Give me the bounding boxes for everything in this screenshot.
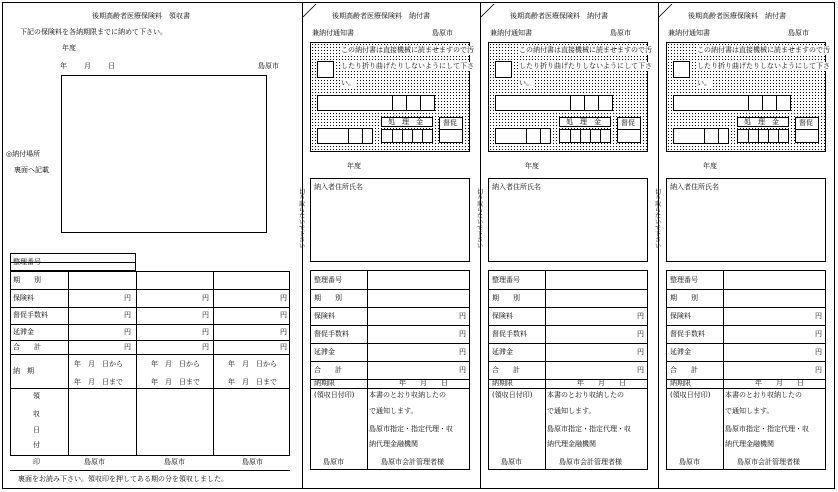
- receipt-address-box: [61, 75, 267, 233]
- notice-text-3: 島原市指定・指定代理・収: [547, 425, 631, 433]
- checkbox-square: [317, 61, 334, 78]
- receipt-row-id: 整理番号: [13, 258, 41, 266]
- payer-label: 納入者住所氏名: [492, 183, 541, 191]
- notice-row-premium: 保険料: [492, 312, 513, 320]
- ocr-area: [488, 42, 652, 152]
- notice-text-1: 本書のとおり収納したの: [369, 391, 446, 399]
- supervision-label: 督促: [621, 119, 635, 127]
- yen-mark: 円: [815, 312, 822, 320]
- notice-accountant: 島原市会計管理者様: [559, 458, 622, 466]
- payment-place-label: ◎納付場所: [6, 150, 41, 158]
- notice-accountant: 島原市会計管理者様: [737, 458, 800, 466]
- notice-row-total: 合 計: [314, 366, 342, 374]
- yen-mark: 円: [124, 311, 131, 319]
- notice-text-4: 納代理金融機関: [369, 440, 418, 448]
- yen-mark: 円: [280, 328, 287, 336]
- receipt-date-year: 年: [60, 62, 67, 70]
- yen-mark: 円: [202, 294, 209, 302]
- notice-city: 島原市: [610, 29, 631, 37]
- yen-mark: 円: [459, 348, 466, 356]
- notice-row-period: 期 別: [670, 294, 698, 302]
- processing-label: 処 理 金: [744, 118, 779, 126]
- notice-row-period: 期 別: [314, 294, 342, 302]
- processing-label: 処 理 金: [388, 118, 423, 126]
- notice-row-delay: 延滞金: [670, 348, 691, 356]
- notice-row-delay: 延滞金: [314, 348, 335, 356]
- receipt-row-total: 合 計: [13, 343, 41, 351]
- receipt-date-month: 月: [84, 62, 91, 70]
- yen-mark: 円: [124, 294, 131, 302]
- receipt-row-due: 納 期: [13, 367, 34, 375]
- yen-mark: 円: [637, 330, 644, 338]
- notice-text-2: で通知します。: [725, 407, 774, 415]
- processing-label-box: [381, 117, 433, 127]
- notice-due-date: 年 月 日: [399, 379, 448, 387]
- notice-accountant: 島原市会計管理者様: [381, 458, 444, 466]
- processing-label-box: [737, 117, 789, 127]
- supervision-label: 督促: [443, 119, 457, 127]
- ocr-text-1: この納付書は直接機械に読ませますので汚: [697, 46, 830, 54]
- payment-place-note: 裏面へ記載: [14, 166, 49, 174]
- corner-mark: [481, 4, 495, 18]
- notice-text-1: 本書のとおり収納したの: [725, 391, 802, 399]
- receipt-city: 島原市: [258, 62, 279, 70]
- supervision-box: [617, 117, 641, 143]
- yen-mark: 円: [815, 366, 822, 374]
- ocr-text-1: この納付書は直接機械に読ませますので汚: [341, 46, 474, 54]
- notice-row-period: 期 別: [492, 294, 520, 302]
- ocr-text-3: い。: [519, 79, 533, 87]
- notice-text-3: 島原市指定・指定代理・収: [369, 425, 453, 433]
- ocr-text-2: したり折り曲げたりしないようにして下さ: [519, 62, 652, 70]
- notice-subtitle: 兼納付通知書: [490, 29, 532, 37]
- checkbox-square: [495, 61, 512, 78]
- processing-label: 処 理 金: [566, 118, 601, 126]
- notice-row-fee: 督促手数料: [492, 330, 527, 338]
- notice-table: [666, 270, 826, 470]
- notice-row-due: 納期限: [314, 379, 335, 387]
- cut-line-text: 切り取らないで下さい: [476, 189, 483, 250]
- cut-line-text: 切り取らないで下さい: [654, 189, 661, 250]
- notice-title: 後期高齢者医療保険料 納付書: [688, 12, 786, 20]
- notice-row-total: 合 計: [492, 366, 520, 374]
- notice-subtitle: 兼納付通知書: [312, 29, 354, 37]
- notice-fiscal-year: 年度: [347, 162, 361, 170]
- due-from: 年 月 日から: [151, 360, 200, 368]
- corner-mark: [659, 4, 673, 18]
- stamp-char: 日: [33, 426, 40, 434]
- notice-due-date: 年 月 日: [755, 379, 804, 387]
- yen-mark: 円: [815, 330, 822, 338]
- notice-city: 島原市: [432, 29, 453, 37]
- processing-digits: [559, 129, 611, 143]
- cut-line-text: 切り取らないで下さい: [298, 189, 305, 250]
- notice-text-4: 納代理金融機関: [547, 440, 596, 448]
- yen-mark: 円: [202, 311, 209, 319]
- receipt-footer: 裏面をお読み下さい。領収印を押してある期の分を領収しました。: [18, 475, 228, 483]
- notice-subtitle: 兼納付通知書: [668, 29, 710, 37]
- payer-label: 納入者住所氏名: [670, 183, 719, 191]
- corner-mark: [303, 4, 317, 18]
- notice-fiscal-year: 年度: [703, 162, 717, 170]
- notice-row-id: 整理番号: [314, 276, 342, 284]
- notice-row-due: 納期限: [670, 379, 691, 387]
- stamp-char: 印: [33, 458, 40, 466]
- notice-row-premium: 保険料: [314, 312, 335, 320]
- supervision-box: [795, 117, 819, 143]
- yen-mark: 円: [459, 330, 466, 338]
- stamp-char: 領: [33, 392, 40, 400]
- notice-text-2: で通知します。: [547, 407, 596, 415]
- notice-row-fee: 督促手数料: [314, 330, 349, 338]
- processing-label-box: [559, 117, 611, 127]
- receipt-row-period: 期 別: [13, 276, 41, 284]
- payer-box: [488, 178, 648, 262]
- notice-row-id: 整理番号: [492, 276, 520, 284]
- yen-mark: 円: [124, 328, 131, 336]
- due-from: 年 月 日から: [74, 360, 123, 368]
- notice-row-fee: 督促手数料: [670, 330, 705, 338]
- payer-box: [666, 178, 826, 262]
- due-to: 年 月 日まで: [74, 378, 123, 386]
- due-from: 年 月 日から: [228, 360, 277, 368]
- ocr-number-box: [317, 95, 435, 111]
- notice-text-2: で通知します。: [369, 407, 418, 415]
- ocr-number-box: [673, 95, 791, 111]
- notice-city-bottom: 島原市: [679, 458, 700, 466]
- receipt-row-fee: 督促手数料: [13, 311, 48, 319]
- due-to: 年 月 日まで: [228, 378, 277, 386]
- ocr-amount-box: [317, 128, 373, 144]
- notice-row-premium: 保険料: [670, 312, 691, 320]
- notice-text-1: 本書のとおり収納したの: [547, 391, 624, 399]
- notice-city: 島原市: [788, 29, 809, 37]
- ocr-amount-box: [495, 128, 551, 144]
- supervision-label: 督促: [799, 119, 813, 127]
- stamp-label: (領収日付印): [314, 391, 355, 399]
- yen-mark: 円: [280, 311, 287, 319]
- ocr-text-3: い。: [697, 79, 711, 87]
- ocr-amount-box: [673, 128, 729, 144]
- notice-city-bottom: 島原市: [323, 458, 344, 466]
- yen-mark: 円: [637, 348, 644, 356]
- yen-mark: 円: [637, 312, 644, 320]
- stamp-char: 収: [33, 410, 40, 418]
- stamp-city: 島原市: [84, 458, 105, 466]
- stamp-label: (領収日付印): [670, 391, 711, 399]
- notice-table: [488, 270, 648, 470]
- yen-mark: 円: [459, 366, 466, 374]
- notice-fiscal-year: 年度: [525, 162, 539, 170]
- stamp-city: 島原市: [164, 458, 185, 466]
- checkbox-square: [673, 61, 690, 78]
- yen-mark: 円: [637, 366, 644, 374]
- payer-box: [310, 178, 470, 262]
- receipt-row-delay: 延滞金: [13, 328, 34, 336]
- yen-mark: 円: [280, 343, 287, 351]
- ocr-number-box: [495, 95, 613, 111]
- ocr-text-1: この納付書は直接機械に読ませますので汚: [519, 46, 652, 54]
- notice-panel: [476, 0, 658, 492]
- notice-title: 後期高齢者医療保険料 納付書: [332, 12, 430, 20]
- receipt-row-premium: 保険料: [13, 294, 34, 302]
- ocr-text-2: したり折り曲げたりしないようにして下さ: [697, 62, 830, 70]
- ocr-text-2: したり折り曲げたりしないようにして下さ: [341, 62, 474, 70]
- receipt-title: 後期高齢者医療保険料 領収書: [92, 12, 190, 20]
- yen-mark: 円: [202, 343, 209, 351]
- notice-city-bottom: 島原市: [501, 458, 522, 466]
- yen-mark: 円: [202, 328, 209, 336]
- stamp-char: 付: [33, 441, 40, 449]
- payer-label: 納入者住所氏名: [314, 183, 363, 191]
- notice-title: 後期高齢者医療保険料 納付書: [510, 12, 608, 20]
- notice-panel: [298, 0, 480, 492]
- yen-mark: 円: [459, 312, 466, 320]
- receipt-fiscal-year: 年度: [62, 44, 76, 52]
- notice-text-4: 納代理金融機関: [725, 440, 774, 448]
- yen-mark: 円: [815, 348, 822, 356]
- ocr-area: [310, 42, 474, 152]
- ocr-text-3: い。: [341, 79, 355, 87]
- processing-digits: [737, 129, 789, 143]
- notice-table: [310, 270, 470, 470]
- notice-text-3: 島原市指定・指定代理・収: [725, 425, 809, 433]
- stamp-city: 島原市: [242, 458, 263, 466]
- receipt-instruction: 下記の保険料を各納期限までに納めて下さい。: [20, 28, 167, 36]
- supervision-box: [439, 117, 463, 143]
- notice-row-due: 納期限: [492, 379, 513, 387]
- processing-digits: [381, 129, 433, 143]
- stamp-label: (領収日付印): [492, 391, 533, 399]
- yen-mark: 円: [280, 294, 287, 302]
- yen-mark: 円: [124, 343, 131, 351]
- ocr-area: [666, 42, 830, 152]
- notice-row-id: 整理番号: [670, 276, 698, 284]
- notice-row-delay: 延滞金: [492, 348, 513, 356]
- notice-due-date: 年 月 日: [577, 379, 626, 387]
- notice-panel: [654, 0, 836, 492]
- notice-row-total: 合 計: [670, 366, 698, 374]
- due-to: 年 月 日まで: [151, 378, 200, 386]
- receipt-date-day: 日: [108, 62, 115, 70]
